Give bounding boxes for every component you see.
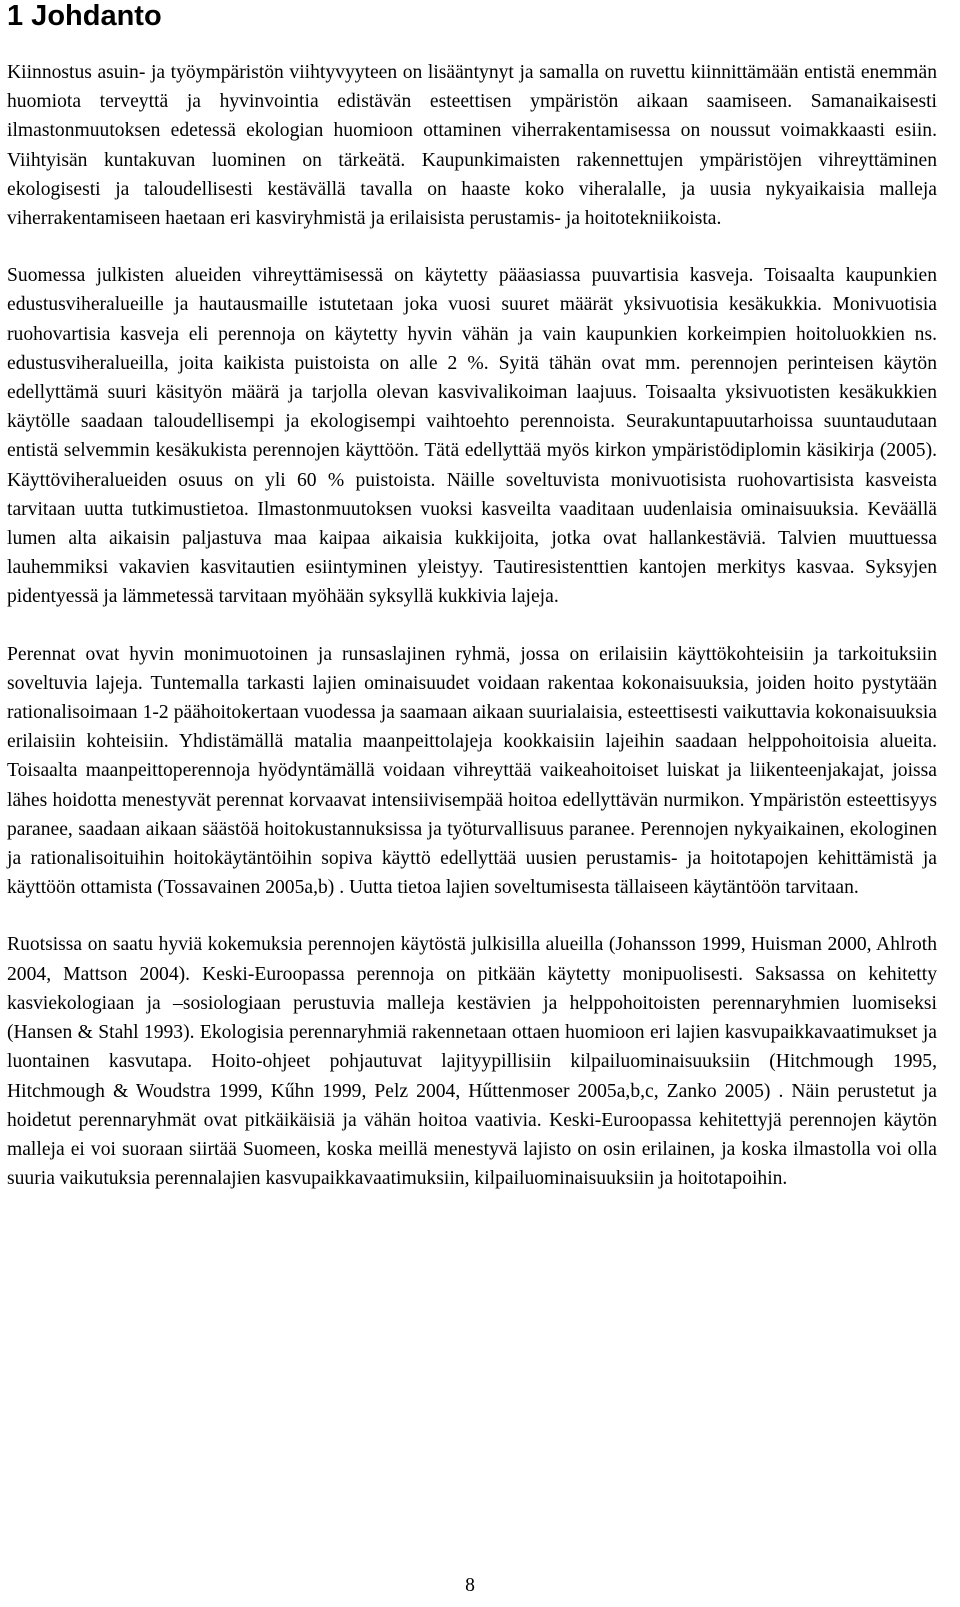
page-number: 8 [465,1575,475,1596]
paragraph-perennials: Perennat ovat hyvin monimuotoinen ja runsaslajinen ryhmä, jossa on erilaisiin käyttökohteisiin ja tarkoituksiin soveltuvia lajeja. Tuntemalla tarkasti lajien ominaisuudet voidaan rakentaa kokonaisuuksia, joiden hoito pystytään rationalisoimaan 1-2 päähoitokertaan vuodessa ja saamaan aikaan suurialaisia, esteettisesti vaikuttavia kokonaisuuksia erilaisiin kohteisiin. Yhdistämällä matalia maanpeittolajeja kookkaisiin lajeihin saadaan helppohoitoisia alueita. Toisaalta maanpeittoperennoja hyödyntämällä voidaan vihreyttää vaikeahoitoiset luiskat ja liikenteenjakajat, joissa lähes hoidotta menestyvät perennat korvaavat intensiivisempää hoitoa edellyttävän nurmikon. Ympäristön esteettisyys paranee, saadaan aikaan säästöä hoitokustannuksissa ja työturvallisuus paranee. Perennojen nykyaikainen, ekologinen ja rationalisoituihin hoitokäytäntöihin sopiva käyttö edellyttää uusien perustamis- ja hoitotapojen kehittämistä ja käyttöön ottamista (Tossavainen 2005a,b) . Uutta tietoa lajien soveltumisesta tällaiseen käytäntöön tarvitaan. [7,643,937,899]
section-heading: 1 Johdanto [7,0,162,32]
paragraph-finland: Suomessa julkisten alueiden vihreyttämisessä on käytetty pääasiassa puuvartisia kasveja. Toisaalta kaupunkien edustusviheralueille ja hautausmaille istutetaan joka vuosi suuret määrät yksivuotisia kesäkukkia. Monivuotisia ruohovartisia kasveja eli perennoja on käytetty hyvin vähän ja vain kaupunkien korkeimpien hoitoluokkien ns. edustusviheralueilla, joita kaikista puistoista on alle 2 %. Syitä tähän ovat mm. perennojen perinteisen käytön edellyttämä suuri käsityön määrä ja tarjolla olevan kasvivalikoiman laajuus. Toisaalta yksivuotisten kesäkukkien käytölle saadaan taloudellisempi ja ekologisempi vaihtoehto perennoista. Seurakuntapuutarhoissa suuntaudutaan entistä selvemmin kesäkukista perennojen käyttöön. Tätä edellyttää myös kirkon ympäristödiplomin käsikirja (2005). Käyttöviheralueiden osuus on yli 60 % puistoista. Näille soveltuvista monivuotisista ruohovartisista kasveista tarvitaan uutta tutkimustietoa. Ilmastonmuutoksen vuoksi kasveilta vaaditaan uudenlaisia ominaisuuksia. Keväällä lumen alta aikaisin paljastuva maa kaipaa aikaisia kukkijoita, jotka ovat hallankestäviä. Talvien muuttuessa lauhemmiksi vakavien kasvitautien esiintyminen yleistyy. Tautiresistenttien kantojen merkitys kasvaa. Syksyjen pidentyessä ja lämmetessä tarvitaan myöhään syksyllä kukkivia lajeja. [7,265,937,608]
paragraph-sweden-europe: Ruotsissa on saatu hyviä kokemuksia perennojen käytöstä julkisilla alueilla (Johansson 1999, Huisman 2000, Ahlroth 2004, Mattson 2004). Keski-Euroopassa perennoja on pitkään käytetty monipuolisesti. Saksassa on kehitetty kasviekologiaan ja –sosiologiaan perustuvia malleja kestävien ja helppohoitoisten perennaryhmien luomiseksi (Hansen & Stahl 1993). Ekologisia perennaryhmiä rakennetaan ottaen huomioon eri lajien kasvupaikkavaatimukset ja luontainen kasvutapa. Hoito-ohjeet pohjautuvat lajityypillisiin kilpailuominaisuuksiin (Hitchmough 1995, Hitchmough & Woudstra 1999, Kűhn 1999, Pelz 2004, Hűttenmoser 2005a,b,c, Zanko 2005) . Näin perustetut ja hoidetut perennaryhmät ovat pitkäikäisiä ja vähän hoitoa vaativia. Keski-Euroopassa kehitettyjä perennojen käytön malleja ei voi suoraan siirtää Suomeen, koska meillä menestyvä lajisto on osin erilainen, ja koska ilmastolla voi olla suuria vaikutuksia perennalajien kasvupaikkavaatimuksiin, kilpailuominaisuuksiin ja hoitotapoihin. [7,934,937,1190]
paragraph-intro: Kiinnostus asuin- ja työympäristön viihtyvyyteen on lisääntynyt ja samalla on ruvettu kiinnittämään entistä enemmän huomiota terveyttä ja hyvinvointia edistävän esteettisen ympäristön aikaan saamiseen. Samanaikaisesti ilmastonmuutoksen edetessä ekologian huomioon ottaminen viherrakentamisessa on noussut voimakkaasti esiin. Viihtyisän kuntakuvan luominen on tärkeätä. Kaupunkimaisten rakennettujen ympäristöjen vihreyttäminen ekologisesti ja taloudellisesti kestävällä tavalla on haaste koko viheralalle, ja uusia nykyaikaisia malleja viherrakentamiseen haetaan eri kasviryhmistä ja erilaisista perustamis- ja hoitotekniikoista. [7,62,937,230]
document-page [7,0,937,1193]
